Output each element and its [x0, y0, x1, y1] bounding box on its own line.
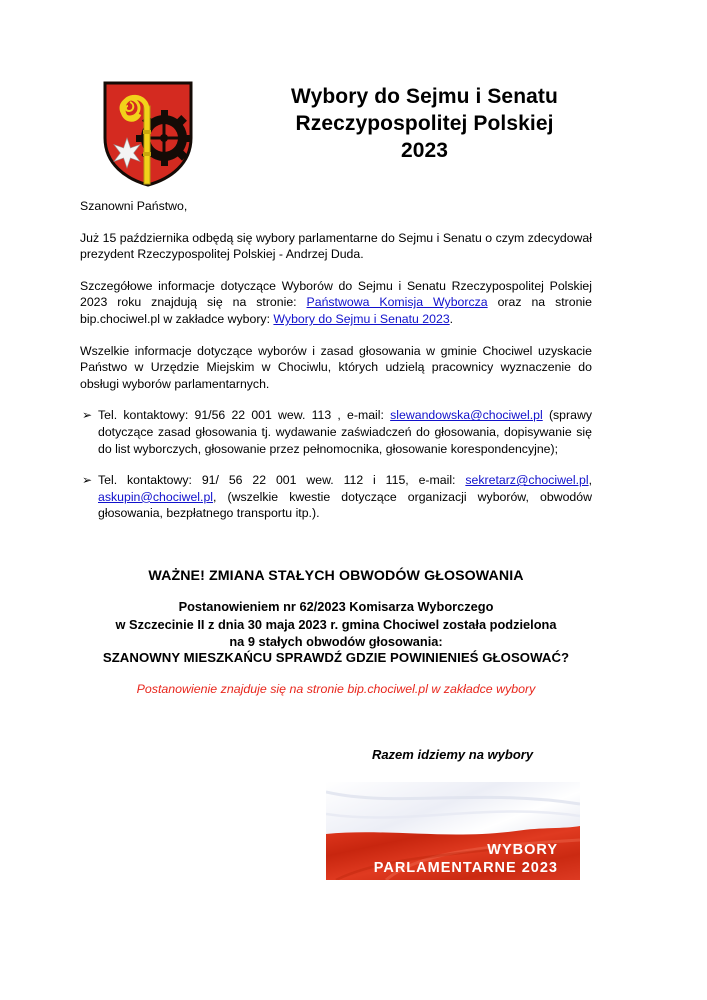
red-note: Postanowienie znajduje się na stronie bip.chociwel.pl w zakładce wybory [136, 682, 536, 696]
document-header [80, 76, 627, 188]
check-where-to-vote-line: SZANOWNY MIESZKAŃCU SPRAWDŹ GDZIE POWINIENIEŚ GŁOSOWAĆ? [102, 650, 570, 665]
page-title [222, 84, 627, 165]
banner-line-1: WYBORY [487, 842, 558, 858]
arrow-bullet-icon: ➢ [82, 408, 93, 423]
title-line-3: 2023 [400, 138, 449, 162]
info-text-part-1: Szczegółowe informacje dotyczące Wyborów do Sejmu i Senatu Rzeczypospolitej Polskiej 2023 roku znajdują się na stronie: [80, 278, 592, 310]
info-text-part-2: oraz na stronie bip.chociwel.pl w zakładce wybory: [80, 295, 592, 326]
coat-of-arms-icon [102, 80, 194, 188]
list-item [80, 472, 592, 522]
info-text-part-3: . [449, 311, 454, 326]
paragraph-election-date: Już 15 października odbędą się wybory parlamentarne do Sejmu i Senatu o czym zdecydował prezydent Rzeczypospolitej Polskiej - Andrzej Duda. [80, 230, 592, 262]
decision-line-3: na 9 stałych obwodów głosowania: [229, 634, 443, 649]
link-email-askupin[interactable]: askupin@chociwel.pl [98, 489, 214, 504]
contact-1-text-part-1: Tel. kontaktowy: 91/56 22 001 wew. 113 , e-mail: [98, 408, 391, 423]
important-heading: WAŻNE! ZMIANA STAŁYCH OBWODÓW GŁOSOWANIA [148, 568, 524, 584]
polish-flag-banner [326, 782, 580, 880]
together-slogan: Razem idziemy na wybory [371, 747, 534, 762]
title-line-1: Wybory do Sejmu i Senatu [291, 85, 558, 108]
contact-2-separator: , [588, 473, 592, 488]
contact-1-text-part-2: (sprawy dotyczące zasad głosowania tj. wydawanie zaświadczeń do głosowania, dopisywanie się do list wyborczych, głosowanie przez pełnomocnika, głosowanie korespondencyjne); [98, 408, 592, 456]
contact-2-text-part-1: Tel. kontaktowy: 91/ 56 22 001 wew. 112 i 115, e-mail: [98, 473, 466, 488]
link-pkw[interactable]: Państwowa Komisja Wyborcza [306, 295, 488, 310]
link-email-slewandowska[interactable]: slewandowska@chociwel.pl [390, 408, 543, 423]
decision-block [72, 598, 600, 651]
salutation: Szanowni Państwo, [80, 199, 188, 213]
link-wybory-2023[interactable]: Wybory do Sejmu i Senatu 2023 [273, 311, 450, 326]
decision-line-2: w Szczecinie II z dnia 30 maja 2023 r. gmina Chociwel została podzielona [115, 616, 557, 632]
decision-line-1: Postanowieniem nr 62/2023 Komisarza Wyborczego [178, 599, 494, 614]
arrow-bullet-icon: ➢ [82, 473, 93, 488]
paragraph-local-info: Wszelkie informacje dotyczące wyborów i zasad głosowania w gminie Chociwel uzyskacie Państwo w Urzędzie Miejskim w Chociwlu, których udzielą pracownicy wyznaczenie do obsługi wyborów parlamentarnych. [80, 343, 592, 391]
paragraph-detailed-info [80, 278, 592, 328]
contact-list [80, 407, 592, 522]
list-item [80, 407, 592, 457]
banner-line-2: PARLAMENTARNE 2023 [373, 860, 558, 876]
title-line-2: Rzeczypospolitej Polskiej [295, 111, 554, 135]
link-email-sekretarz[interactable]: sekretarz@chociwel.pl [465, 473, 589, 488]
document-body [80, 198, 592, 537]
contact-2-text-part-2: , (wszelkie kwestie dotyczące organizacji wyborów, obwodów głosowania, bezpłatnego transportu itp.). [98, 489, 592, 521]
